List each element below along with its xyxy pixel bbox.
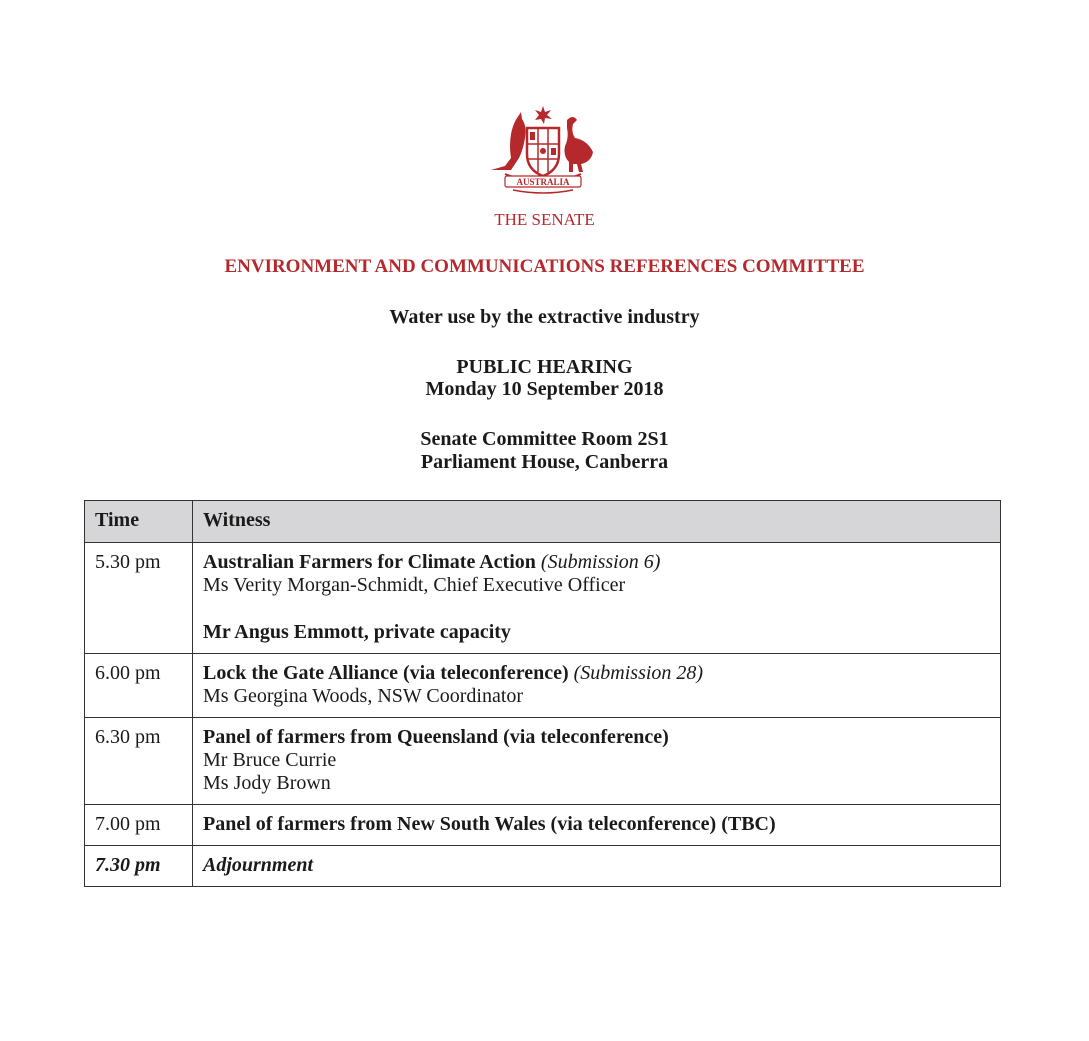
time-cell: 6.00 pm [85, 654, 193, 718]
table-row [85, 543, 1001, 654]
crest-label: AUSTRALIA [516, 177, 570, 187]
witness-organisation: Lock the Gate Alliance (via teleconference) [203, 662, 569, 684]
witness-person: Mr Angus Emmott, private capacity [203, 621, 511, 643]
time-cell: 6.30 pm [85, 718, 193, 805]
witness-organisation: Panel of farmers from New South Wales (via teleconference) (TBC) [203, 813, 776, 835]
table-row [85, 846, 1001, 887]
adjournment-cell: Adjournment [193, 846, 1001, 887]
witness-cell [193, 654, 1001, 718]
inquiry-title: Water use by the extractive industry [389, 306, 700, 328]
witness-person: Ms Georgina Woods, NSW Coordinator [203, 685, 524, 707]
time-cell: 5.30 pm [85, 543, 193, 654]
table-row [85, 654, 1001, 718]
witness-cell [193, 543, 1001, 654]
table-header-row [85, 501, 1001, 543]
emu-icon [565, 117, 594, 172]
witness-organisation: Australian Farmers for Climate Action [203, 551, 536, 573]
time-cell: 7.00 pm [85, 805, 193, 846]
witness-cell [193, 805, 1001, 846]
schedule-table [84, 500, 1001, 887]
witness-organisation: Panel of farmers from Queensland (via teleconference) [203, 726, 669, 748]
kangaroo-icon [491, 112, 526, 170]
chamber-title: THE SENATE [494, 210, 595, 229]
table-row [85, 805, 1001, 846]
time-cell: 7.30 pm [85, 846, 193, 887]
submission-ref: (Submission 6) [540, 551, 661, 573]
table-row [85, 718, 1001, 805]
star-icon [535, 106, 552, 124]
committee-title: ENVIRONMENT AND COMMUNICATIONS REFERENCES COMMITTEE [224, 256, 865, 277]
hearing-room: Senate Committee Room 2S1 [420, 428, 669, 450]
witness-person: Ms Verity Morgan-Schmidt, Chief Executive Officer [203, 574, 626, 596]
witness-cell [193, 718, 1001, 805]
hearing-type: PUBLIC HEARING [456, 356, 633, 378]
submission-ref: (Submission 28) [573, 662, 704, 684]
time-column-header: Time [85, 501, 193, 543]
hearing-date: Monday 10 September 2018 [425, 378, 664, 400]
witness-column-header: Witness [193, 501, 1001, 543]
witness-person: Mr Bruce Currie [203, 749, 337, 771]
witness-person: Ms Jody Brown [203, 772, 331, 794]
hearing-venue: Parliament House, Canberra [420, 451, 669, 473]
coat-of-arms-logo [483, 104, 603, 196]
